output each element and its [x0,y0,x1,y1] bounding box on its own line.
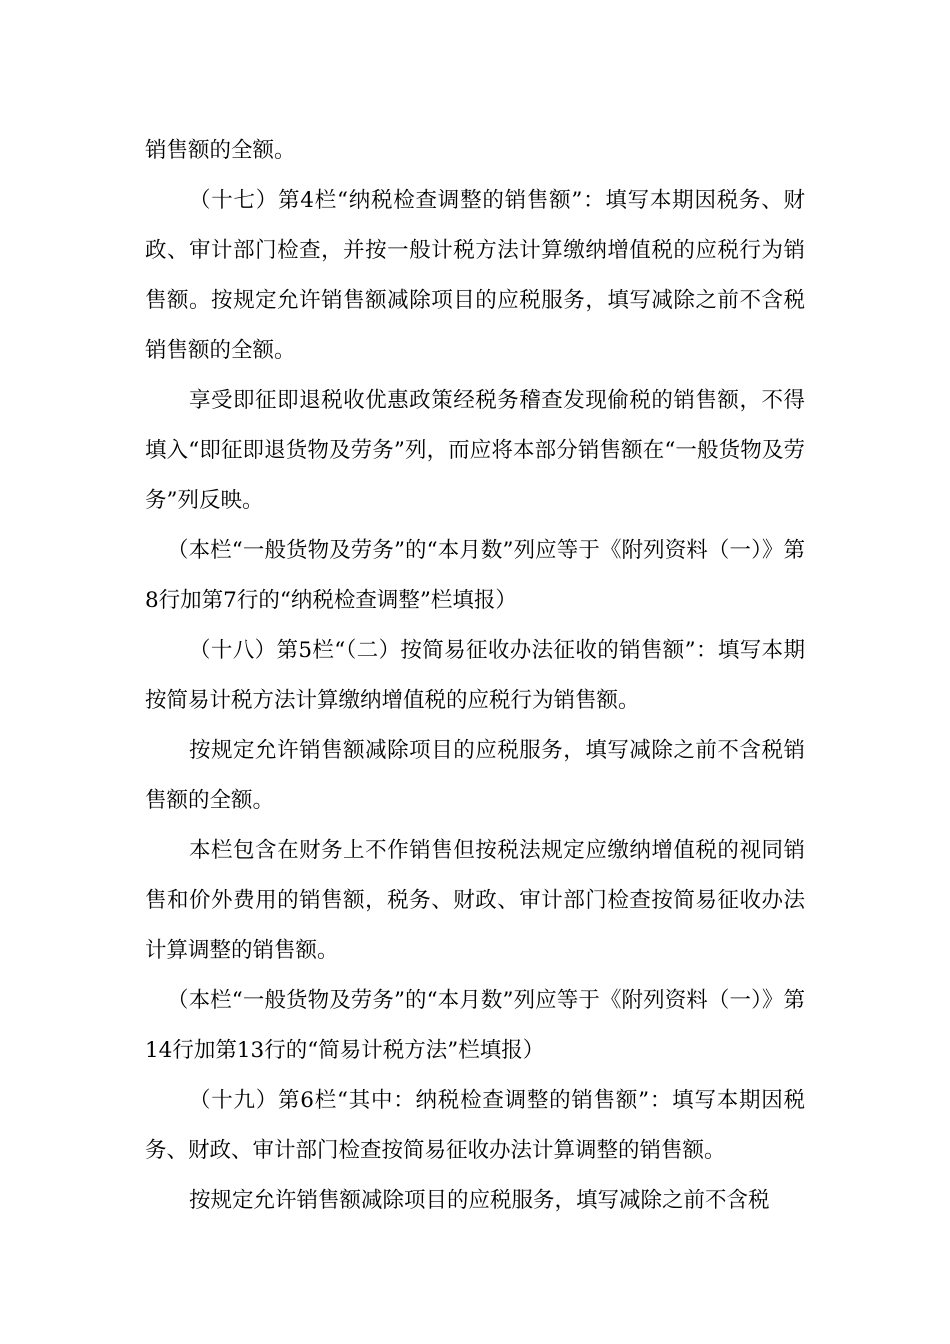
paragraph-7: 本栏包含在财务上不作销售但按税法规定应缴纳增值税的视同销售和价外费用的销售额，税务、财政、审计部门检查按简易征收办法计算调整的销售额。 [145,838,805,963]
paragraph-10: 按规定允许销售额减除项目的应税服务，填写减除之前不含税 [189,1188,770,1213]
paragraph-5: （十八）第5栏“（二）按简易征收办法征收的销售额”：填写本期按简易计税方法计算缴纳增值税的应税行为销售额。 [145,638,805,713]
paragraph-9: （十九）第6栏“其中：纳税检查调整的销售额”：填写本期因税务、财政、审计部门检查按简易征收办法计算调整的销售额。 [145,1088,805,1163]
paragraph-8: （本栏“一般货物及劳务”的“本月数”列应等于《附列资料（一）》第14行加第13行的“简易计税方法”栏填报） [145,988,806,1063]
paragraph-2: （十七）第4栏“纳税检查调整的销售额”：填写本期因税务、财政、审计部门检查，并按一般计税方法计算缴纳增值税的应税行为销售额。按规定允许销售额减除项目的应税服务，填写减除之前不含税销售额的全额。 [145,188,805,363]
document-body [145,126,805,1226]
paragraph-6: 按规定允许销售额减除项目的应税服务，填写减除之前不含税销售额的全额。 [145,738,805,813]
paragraph-1: 销售额的全额。 [145,138,296,163]
paragraph-3: 享受即征即退税收优惠政策经税务稽查发现偷税的销售额，不得填入“即征即退货物及劳务”列，而应将本部分销售额在“一般货物及劳务”列反映。 [145,388,805,513]
paragraph-4: （本栏“一般货物及劳务”的“本月数”列应等于《附列资料（一）》第8行加第7行的“纳税检查调整”栏填报） [145,538,806,613]
